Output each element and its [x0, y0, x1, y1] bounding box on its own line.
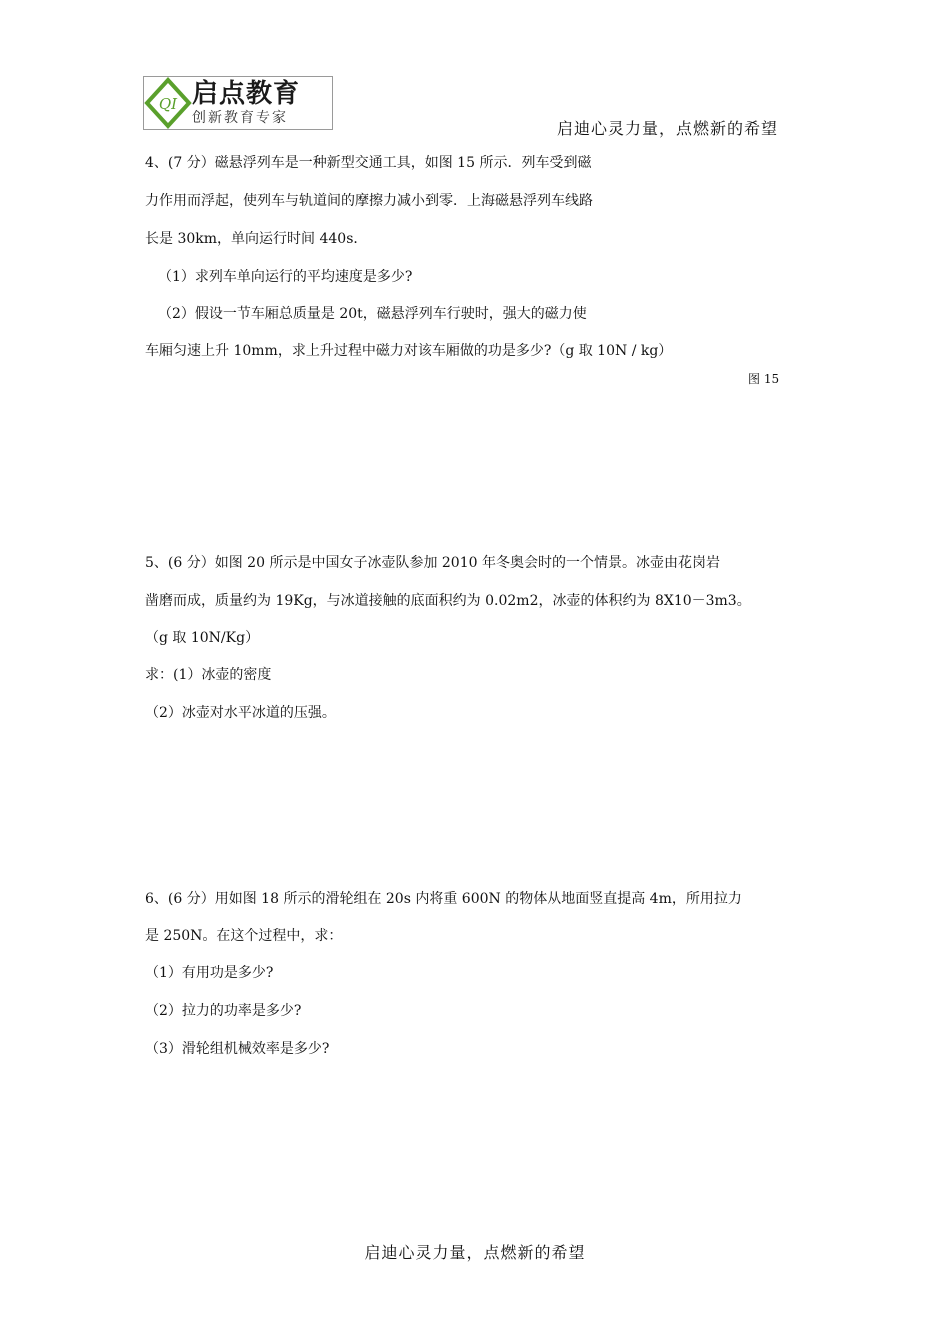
- q5-line-3: （g 取 10N/Kg）: [145, 630, 260, 646]
- q4-line-3: 长是 30km，单向运行时间 440s．: [145, 231, 368, 247]
- q6-line-5: （3）滑轮组机械效率是多少?: [145, 1041, 330, 1057]
- q6-line-2: 是 250N。在这个过程中，求：: [145, 928, 343, 944]
- q5-line-5: （2）冰壶对水平冰道的压强。: [145, 705, 336, 721]
- figure-15-label: 图 15: [748, 372, 780, 386]
- footer-slogan: 启迪心灵力量，点燃新的希望: [364, 1243, 586, 1262]
- q6-line-4: （2）拉力的功率是多少?: [145, 1003, 302, 1019]
- q5-line-4: 求：(1）冰壶的密度: [145, 667, 272, 683]
- q4-line-2: 力作用而浮起，使列车与轨道间的摩擦力减小到零．上海磁悬浮列车线路: [145, 193, 593, 209]
- logo-mark-text: QI: [158, 95, 178, 113]
- q4-line-1: 4、(7 分）磁悬浮列车是一种新型交通工具，如图 15 所示．列车受到磁: [145, 155, 592, 171]
- q5-line-1: 5、(6 分）如图 20 所示是中国女子冰壶队参加 2010 年冬奥会时的一个情景。冰壶由花岗岩: [145, 555, 720, 571]
- header-slogan: 启迪心灵力量，点燃新的希望: [557, 119, 779, 138]
- q6-line-3: （1）有用功是多少?: [145, 965, 274, 981]
- q4-line-5: （2）假设一节车厢总质量是 20t，磁悬浮列车行驶时，强大的磁力使: [158, 306, 587, 322]
- q4-line-4: （1）求列车单向运行的平均速度是多少?: [158, 269, 413, 285]
- logo-title: 启点教育: [192, 79, 301, 109]
- q4-line-6: 车厢匀速上升 10mm，求上升过程中磁力对该车厢做的功是多少?（g 取 10N / kg）: [145, 343, 673, 359]
- logo-subtitle: 创新教育专家: [192, 110, 288, 126]
- logo: [143, 76, 333, 130]
- logo-diamond-icon: [144, 77, 192, 129]
- q5-line-2: 凿磨而成，质量约为 19Kg，与冰道接触的底面积约为 0.02m2，冰壶的体积约为 8X10－3m3。: [145, 593, 751, 609]
- q6-line-1: 6、(6 分）用如图 18 所示的滑轮组在 20s 内将重 600N 的物体从地面竖直提高 4m，所用拉力: [145, 891, 742, 907]
